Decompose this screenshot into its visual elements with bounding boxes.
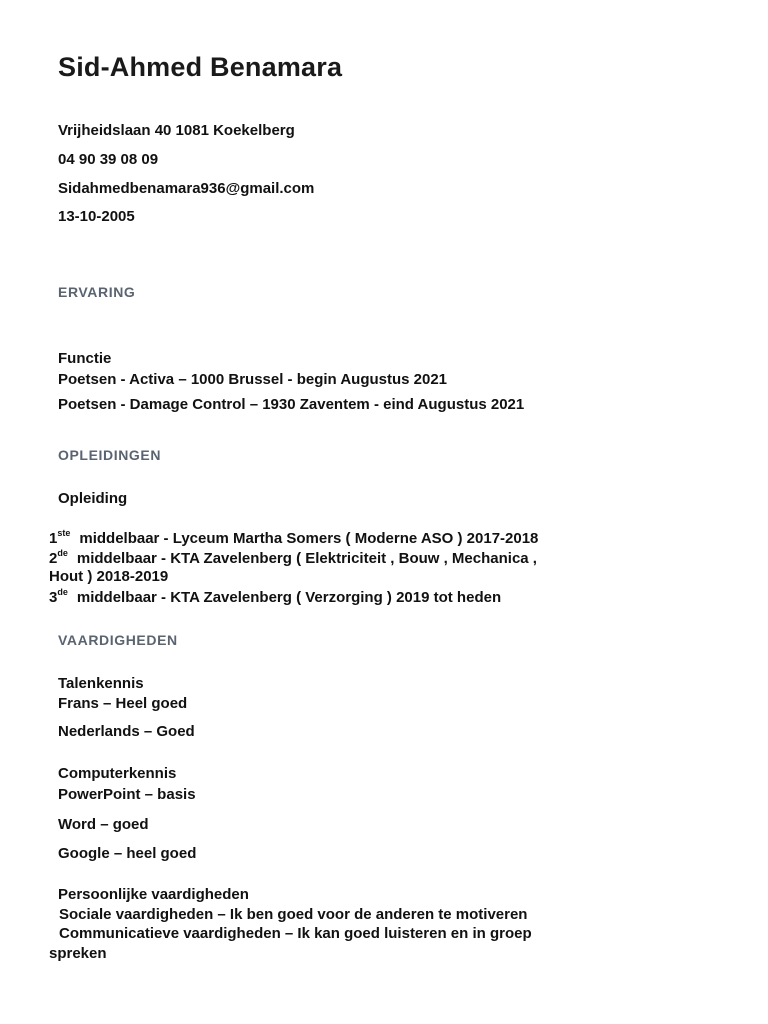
- experience-item: Poetsen - Damage Control – 1930 Zaventem - eind Augustus 2021: [58, 396, 525, 413]
- experience-item: Poetsen - Activa – 1000 Brussel - begin Augustus 2021: [58, 371, 448, 388]
- email-text: Sidahmedbenamara936@gmail.com: [58, 180, 315, 197]
- personal-subheading: Persoonlijke vaardigheden: [58, 886, 249, 903]
- computer-item: Google – heel goed: [58, 845, 197, 862]
- experience-subheading: Functie: [58, 350, 112, 367]
- education-item-continuation: Hout ) 2018-2019: [49, 568, 169, 585]
- education-item: [49, 588, 501, 606]
- personal-skill-item: Communicatieve vaardigheden – Ik kan goed luisteren en in groep: [59, 925, 532, 942]
- language-item: Frans – Heel goed: [58, 695, 188, 712]
- section-heading-education: OPLEIDINGEN: [58, 447, 162, 463]
- education-subheading: Opleiding: [58, 490, 128, 507]
- phone-text: 04 90 39 08 09: [58, 151, 159, 168]
- education-item: [49, 529, 538, 547]
- languages-subheading: Talenkennis: [58, 675, 144, 692]
- page-title: Sid-Ahmed Benamara: [58, 52, 343, 82]
- address-text: Vrijheidslaan 40 1081 Koekelberg: [58, 122, 295, 139]
- education-item-suffix: de: [57, 548, 68, 558]
- personal-skill-item-continuation: spreken: [49, 945, 107, 962]
- computer-item: PowerPoint – basis: [58, 786, 196, 803]
- education-item-suffix: de: [57, 587, 68, 597]
- education-item-text: middelbaar - KTA Zavelenberg ( Verzorging ) 2019 tot heden: [76, 589, 502, 606]
- computer-subheading: Computerkennis: [58, 765, 177, 782]
- education-item-suffix: ste: [57, 528, 71, 538]
- education-item-text: middelbaar - Lyceum Martha Somers ( Moderne ASO ) 2017-2018: [79, 530, 539, 547]
- education-item: [49, 549, 537, 567]
- personal-skill-item: Sociale vaardigheden – Ik ben goed voor de anderen te motiveren: [59, 906, 528, 923]
- section-heading-skills: VAARDIGHEDEN: [58, 632, 178, 648]
- education-item-text: middelbaar - KTA Zavelenberg ( Elektriciteit , Bouw , Mechanica ,: [76, 550, 537, 567]
- education-item-number: 1: [49, 530, 58, 547]
- birthdate-text: 13-10-2005: [58, 208, 135, 225]
- computer-item: Word – goed: [58, 816, 149, 833]
- education-item-number: 2: [49, 550, 58, 567]
- education-item-number: 3: [49, 589, 58, 606]
- language-item: Nederlands – Goed: [58, 723, 195, 740]
- section-heading-experience: ERVARING: [58, 284, 136, 300]
